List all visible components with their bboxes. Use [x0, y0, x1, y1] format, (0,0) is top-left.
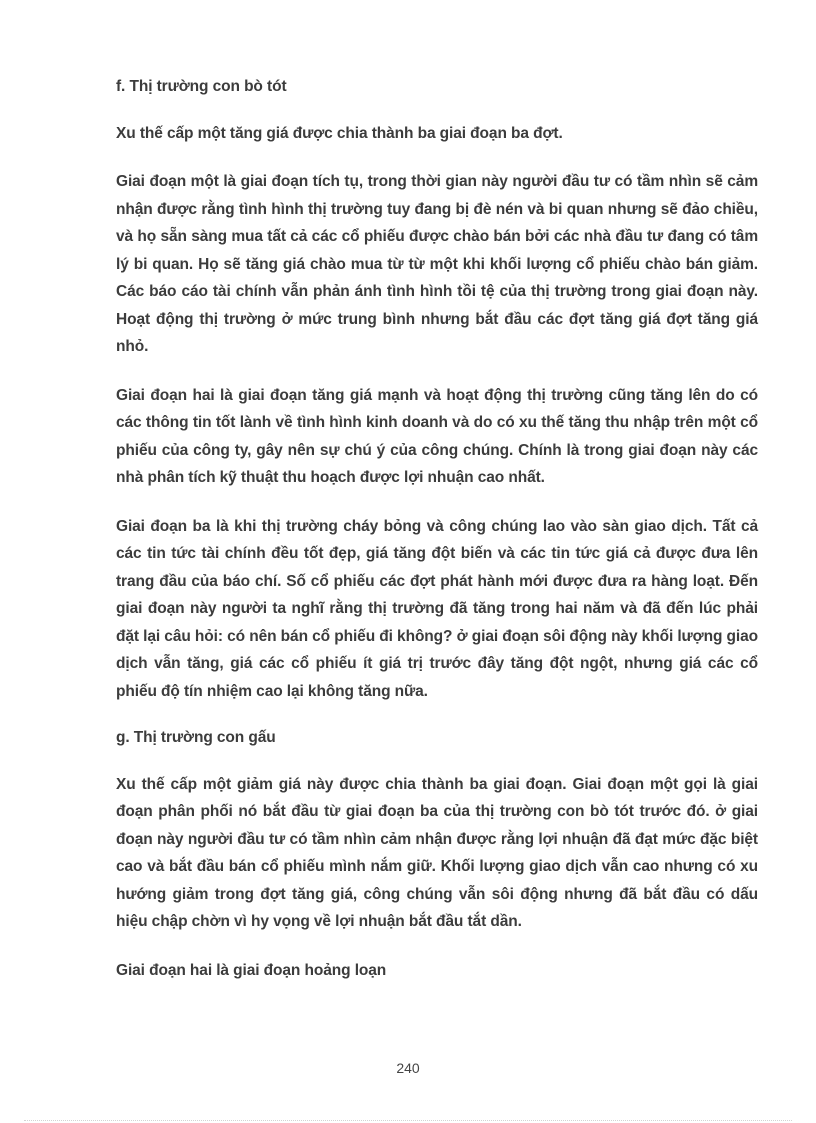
- paragraph-distribution-phase: Xu thế cấp một giảm giá này được chia thành ba giai đoạn. Giai đoạn một gọi là giai đoạn phân phối nó bắt đầu từ giai đoạn ba của thị trường con bò tót trước đó. ở giai đoạn này người đầu tư có tầm nhìn cảm nhận được rằng lợi nhuận đã đạt mức đặc biệt cao và bắt đầu bán cổ phiếu mình nắm giữ. Khối lượng giao dịch vẫn cao nhưng có xu hướng giảm trong đợt tăng giá, công chúng vẫn sôi động nhưng đã bắt đầu có dấu hiệu chập chờn vì hy vọng về lợi nhuận bắt đầu tắt dần.: [116, 775, 758, 930]
- paragraph-excess-phase: Giai đoạn ba là khi thị trường cháy bỏng và công chúng lao vào sàn giao dịch. Tất cả các tin tức tài chính đều tốt đẹp, giá tăng đột biến và các tin tức giá cả được đưa lên trang đầu của báo chí. Số cổ phiếu các đợt phát hành mới được đưa ra hàng loạt. Đến giai đoạn này người ta nghĩ rằng thị trường đã tăng trong hai năm và đã đến lúc phải đặt lại câu hỏi: có nên bán cổ phiếu đi không? ở giai đoạn sôi động này khối lượng giao dịch vẫn tăng, giá các cổ phiếu ít giá trị trước đây tăng đột ngột, nhưng giá các cổ phiếu độ tín nhiệm cao lại không tăng nữa.: [116, 517, 759, 700]
- paragraph-primary-uptrend-intro: Xu thế cấp một tăng giá được chia thành ba giai đoạn ba đợt.: [116, 124, 563, 142]
- paragraph-accumulation-phase: Giai đoạn một là giai đoạn tích tụ, trong thời gian này người đầu tư có tầm nhìn sẽ cảm nhận được rằng tình hình thị trường tuy đang bị đè nén và bi quan nhưng sẽ đảo chiều, và họ sẵn sàng mua tất cả các cổ phiếu được chào bán bởi các nhà đầu tư đang có tâm lý bi quan. Họ sẽ tăng giá chào mua từ từ một khi khối lượng cổ phiếu chào bán giảm. Các báo cáo tài chính vẫn phản ánh tình hình tồi tệ của thị trường trong giai đoạn này. Hoạt động thị trường ở mức trung bình nhưng bắt đầu các đợt tăng giá đợt tăng giá nhỏ.: [116, 173, 758, 355]
- paragraph-panic-phase: Giai đoạn hai là giai đoạn hoảng loạn: [116, 961, 387, 979]
- section-heading-bear-market: g. Thị trường con gấu: [116, 729, 276, 746]
- bottom-divider: [24, 1120, 792, 1121]
- paragraph-strong-rise-phase: Giai đoạn hai là giai đoạn tăng giá mạnh và hoạt động thị trường cũng tăng lên do có các thông tin tốt lành về tình hình kinh doanh và do có xu thế tăng thu nhập trên một cổ phiếu của công ty, gây nên sự chú ý của công chúng. Chính là trong giai đoạn này các nhà phân tích kỹ thuật thu hoạch được lợi nhuận cao nhất.: [116, 386, 758, 486]
- page-number: 240: [396, 1060, 420, 1076]
- section-heading-bull-market: f. Thị trường con bò tót: [116, 78, 287, 95]
- document-body: [116, 73, 758, 984]
